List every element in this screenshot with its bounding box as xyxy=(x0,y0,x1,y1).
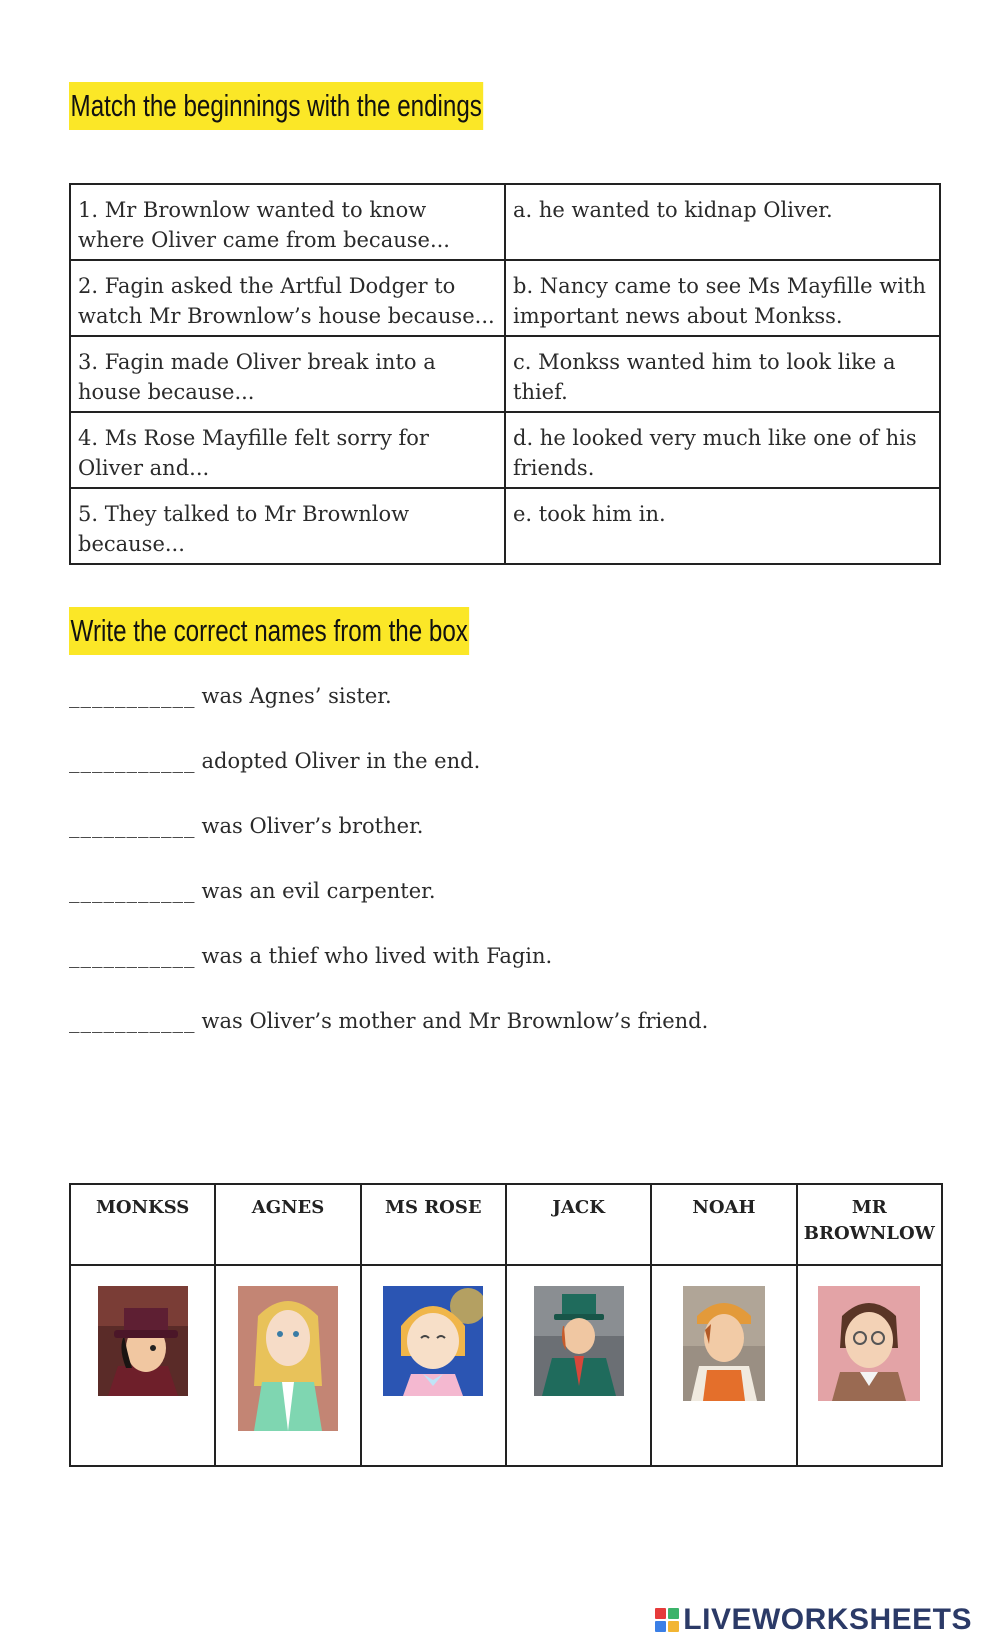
name-header-noah: NOAH xyxy=(651,1184,796,1265)
sentence-line xyxy=(69,1009,708,1074)
ending-cell: b. Nancy came to see Ms Mayfille with important news about Monkss. xyxy=(505,260,940,336)
answer-blank[interactable]: ___________ xyxy=(69,879,196,903)
logo-square xyxy=(668,1621,679,1632)
beginning-cell: 1. Mr Brownlow wanted to know where Oliver came from because... xyxy=(70,184,505,260)
answer-blank[interactable]: ___________ xyxy=(69,684,196,708)
monkss-portrait xyxy=(98,1286,188,1396)
ending-cell: a. he wanted to kidnap Oliver. xyxy=(505,184,940,260)
logo-square xyxy=(655,1621,666,1632)
logo-badge-icon xyxy=(655,1608,679,1632)
beginning-cell: 2. Fagin asked the Artful Dodger to watch Mr Brownlow’s house because... xyxy=(70,260,505,336)
ending-cell: e. took him in. xyxy=(505,488,940,564)
sentence-line xyxy=(69,749,708,814)
sentence-text: was an evil carpenter. xyxy=(201,879,436,903)
answer-blank[interactable]: ___________ xyxy=(69,1009,196,1033)
logo-text: LIVEWORKSHEETS xyxy=(683,1603,972,1636)
sentence-line xyxy=(69,944,708,1009)
name-header-jack: JACK xyxy=(506,1184,651,1265)
sentence-text: was a thief who lived with Fagin. xyxy=(201,944,553,968)
logo-square xyxy=(668,1608,679,1619)
jack-portrait xyxy=(534,1286,624,1396)
sentence-text: was Oliver’s brother. xyxy=(201,814,424,838)
name-header-monkss: MONKSS xyxy=(70,1184,215,1265)
table-row xyxy=(70,336,940,412)
matching-table xyxy=(69,183,941,565)
answer-blank[interactable]: ___________ xyxy=(69,814,196,838)
beginning-cell: 5. They talked to Mr Brownlow because... xyxy=(70,488,505,564)
sentence-text: was Agnes’ sister. xyxy=(201,684,392,708)
name-header-agnes: AGNES xyxy=(215,1184,360,1265)
section-title-match: Match the beginnings with the endings xyxy=(69,82,483,130)
beginning-cell: 3. Fagin made Oliver break into a house because... xyxy=(70,336,505,412)
ms-rose-portrait xyxy=(383,1286,483,1396)
table-row xyxy=(70,184,940,260)
sentence-line xyxy=(69,879,708,944)
table-row xyxy=(70,260,940,336)
sentence-line xyxy=(69,814,708,879)
agnes-portrait xyxy=(238,1286,338,1431)
beginning-cell: 4. Ms Rose Mayfille felt sorry for Oliver and... xyxy=(70,412,505,488)
liveworksheets-logo xyxy=(655,1603,972,1637)
ending-cell: c. Monkss wanted him to look like a thief. xyxy=(505,336,940,412)
sentence-line xyxy=(69,684,708,749)
table-row xyxy=(70,488,940,564)
name-header-mr-brownlow: MR BROWNLOW xyxy=(797,1184,942,1265)
sentence-text: adopted Oliver in the end. xyxy=(201,749,481,773)
answer-blank[interactable]: ___________ xyxy=(69,749,196,773)
name-header-ms-rose: MS ROSE xyxy=(361,1184,506,1265)
logo-square xyxy=(655,1608,666,1619)
mr-brownlow-portrait xyxy=(818,1286,920,1401)
fill-in-sentences xyxy=(69,684,708,1074)
noah-portrait xyxy=(683,1286,765,1401)
table-row xyxy=(70,412,940,488)
section-title-names: Write the correct names from the box xyxy=(69,607,469,655)
ending-cell: d. he looked very much like one of his friends. xyxy=(505,412,940,488)
answer-blank[interactable]: ___________ xyxy=(69,944,196,968)
sentence-text: was Oliver’s mother and Mr Brownlow’s friend. xyxy=(201,1009,709,1033)
names-box xyxy=(69,1183,943,1467)
